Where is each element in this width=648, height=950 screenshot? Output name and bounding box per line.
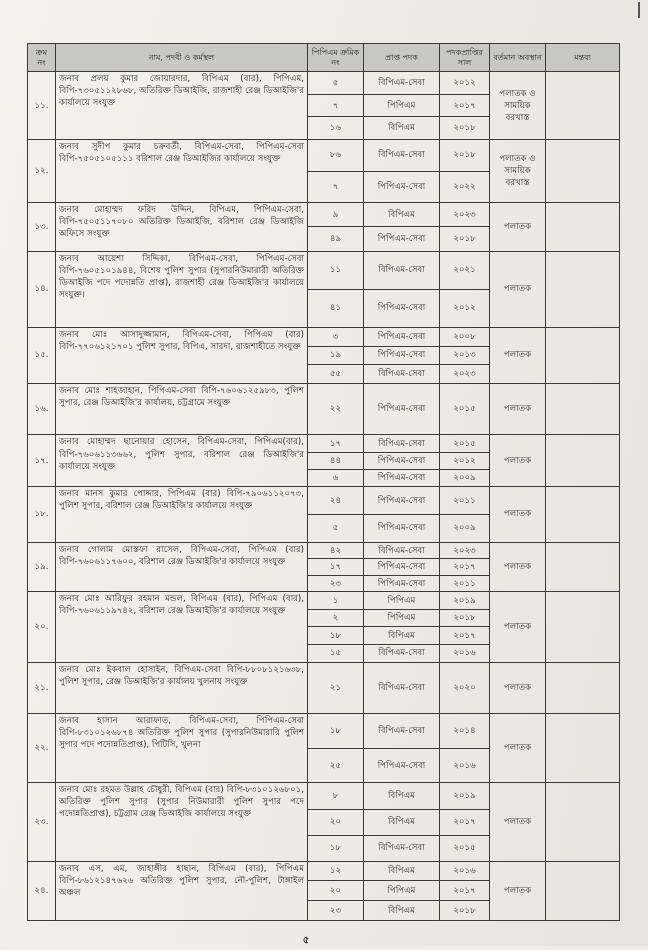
status-cell: পলাতক: [490, 383, 546, 435]
status-cell: পলাতক: [490, 328, 546, 384]
award-year-cell: ২০১৯: [440, 783, 490, 809]
award-index-cell: ১২: [308, 861, 364, 881]
medal-cell: বিপিএম-সেবা: [364, 542, 440, 559]
remarks-cell: [546, 328, 620, 384]
medal-cell: পিপিএম-সেবা: [364, 575, 440, 592]
award-year-cell: ২০২০: [440, 662, 490, 714]
medal-cell: পিপিএম: [364, 592, 440, 610]
status-cell: পলাতক: [490, 542, 546, 592]
serial-cell: ১৩.: [28, 203, 56, 252]
serial-cell: ১৬.: [28, 383, 56, 435]
award-year-cell: ২০১৪: [440, 714, 490, 749]
award-index-cell: ১৭: [308, 559, 364, 576]
medal-cell: পিপিএম-সেবা: [364, 346, 440, 365]
medal-cell: পিপিএম-সেবা: [364, 227, 440, 251]
award-year-cell: ২০২১: [440, 251, 490, 289]
remarks-cell: [546, 435, 620, 487]
medal-cell: বিপিএম-সেবা: [364, 714, 440, 749]
serial-cell: ১১.: [28, 72, 56, 140]
remarks-cell: [546, 140, 620, 203]
award-index-cell: ২২: [308, 383, 364, 435]
serial-cell: ২২.: [28, 714, 56, 783]
award-index-cell: ১৯: [308, 346, 364, 365]
status-cell: পলাতক: [490, 203, 546, 252]
table-row: [28, 203, 620, 227]
award-index-cell: ২১: [308, 662, 364, 714]
page-number: ৫: [302, 935, 310, 946]
award-index-cell: ৭: [308, 94, 364, 117]
medal-cell: পিপিএম-সেবা: [364, 559, 440, 576]
award-index-cell: ১৭: [308, 435, 364, 452]
header-remarks: মন্তব্য: [546, 44, 620, 72]
status-cell: পলাতক ও সাময়িক বরখাস্ত: [490, 72, 546, 140]
award-year-cell: ২০১২: [440, 72, 490, 95]
award-index-cell: ২৪: [308, 487, 364, 515]
remarks-cell: [546, 542, 620, 592]
status-cell: পলাতক: [490, 861, 546, 920]
award-index-cell: ৪২: [308, 542, 364, 559]
officer-description-cell: জনাব মোঃ শাহজাহান, পিপিএম-সেবা বিপি-৭৬০৬১২৫৯৮৩, পুলিশ সুপার, রেঞ্জ ডিআইজি'র কার্যালয়, চট্টগ্রামে সংযুক্ত: [56, 383, 308, 435]
table-row: [28, 714, 620, 749]
medal-cell: বিপিএম-সেবা: [364, 72, 440, 95]
award-index-cell: ৫: [308, 514, 364, 542]
officer-description-cell: জনাব আয়েশা সিদ্দিকা, বিপিএম-সেবা, পিপিএম-সেবা বিপি-৭৬০৫১০১৯৪৪, বিশেষ পুলিশ সুপার (সুপারনিউমারারী অতিরিক্ত ডিআইজি পদে পদোন্নতি প্রাপ্ত), রাজশাহী রেঞ্জ ডিআইজি'র কার্যালয়ে সংযুক্ত।: [56, 251, 308, 327]
officer-description-cell: জনাব মোঃ রহমত উল্লাহ চৌধুরী, বিপিএম (বার) বিপি-৮৩১০১২৬৮০১, অতিরিক্ত পুলিশ সুপার (সুপার নিউমারারী পুলিশ সুপার পদে পদোন্নতিপ্রাপ্ত), চট্টগ্রাম রেঞ্জ ডিআইজি কার্যালয়ে সংযুক্ত: [56, 783, 308, 861]
medal-cell: পিপিএম-সেবা: [364, 748, 440, 783]
table-row: [28, 140, 620, 172]
medal-cell: পিপিএম-সেবা: [364, 452, 440, 469]
award-index-cell: ৪৯: [308, 227, 364, 251]
officer-description-cell: জনাব মোঃ আরিফুর রহমান মন্ডল, বিপিএম (বার), পিপিএম (বার), বিপি-৭৬০৬১১৯৭৪২, বরিশাল রেঞ্জ ডিআইজি'র কার্যালয়ে সংযুক্ত: [56, 592, 308, 662]
award-year-cell: ২০১৩: [440, 346, 490, 365]
remarks-cell: [546, 714, 620, 783]
officer-description-cell: জনাব গোলাম মোস্তফা রাসেল, বিপিএম-সেবা, পিপিএম (বার) বিপি-৭৬০৬১১৭৬০০, বরিশাল রেঞ্জ ডিআইজি'র কার্যালয়ে সংযুক্ত: [56, 542, 308, 592]
officer-description-cell: জনাব মোহাম্মদ ছানোয়ার হোসেন, বিপিএম-সেবা, পিপিএম(বার), বিপি-৭৬০৬১১৩৬৬২, পুলিশ সুপার, বরিশাল রেঞ্জ ডিআইজি'র কার্যালয়ে সংযুক্ত: [56, 435, 308, 487]
status-cell: পলাতক: [490, 435, 546, 487]
award-year-cell: ২০১২: [440, 289, 490, 327]
award-index-cell: ২৫: [308, 748, 364, 783]
award-year-cell: ২০১৬: [440, 748, 490, 783]
medal-cell: বিপিএম: [364, 809, 440, 835]
medal-cell: বিপিএম-সেবা: [364, 435, 440, 452]
medal-cell: পিপিএম: [364, 94, 440, 117]
award-year-cell: ২০১৭: [440, 881, 490, 901]
award-index-cell: ১৮: [308, 714, 364, 749]
award-index-cell: ৮৬: [308, 140, 364, 172]
award-index-cell: ৮: [308, 783, 364, 809]
table-row: [28, 783, 620, 809]
award-index-cell: ২৩: [308, 575, 364, 592]
serial-cell: ২০.: [28, 592, 56, 662]
award-index-cell: ১৬: [308, 117, 364, 140]
serial-cell: ২৪.: [28, 861, 56, 920]
table-body: [28, 72, 620, 921]
award-index-cell: ২০: [308, 809, 364, 835]
award-year-cell: ২০২২: [440, 171, 490, 203]
medal-cell: বিপিএম-সেবা: [364, 645, 440, 663]
header-medal: প্রাপ্ত পদক: [364, 44, 440, 72]
award-index-cell: ৯: [308, 203, 364, 227]
serial-cell: ২১.: [28, 662, 56, 714]
award-index-cell: ৪৪: [308, 452, 364, 469]
status-cell: পলাতক: [490, 487, 546, 543]
serial-cell: ১৮.: [28, 487, 56, 543]
table-row: [28, 435, 620, 452]
header-name: নাম, পদবী ও কর্মস্থল: [56, 44, 308, 72]
remarks-cell: [546, 251, 620, 327]
officer-description-cell: জনাব এস, এম, জাহাঙ্গীর হাছান, বিপিএম (বার), পিপিএম বিপি-৮৬১২১৪৭৬২৬ অতিরিক্ত পুলিশ সুপার, নৌ-পুলিশ, টাঙ্গাইল অঞ্চল: [56, 861, 308, 920]
award-year-cell: ২০১৫: [440, 435, 490, 452]
award-year-cell: ২০২৩: [440, 542, 490, 559]
remarks-cell: [546, 592, 620, 662]
medal-cell: পিপিএম-সেবা: [364, 328, 440, 347]
table-row: [28, 251, 620, 289]
table-row: [28, 328, 620, 347]
medal-cell: বিপিএম: [364, 901, 440, 921]
header-status: বর্তমান অবস্থান: [490, 44, 546, 72]
award-index-cell: ১১: [308, 251, 364, 289]
medal-cell: পিপিএম-সেবা: [364, 487, 440, 515]
medal-cell: বিপিএম-সেবা: [364, 251, 440, 289]
serial-cell: ২৩.: [28, 783, 56, 861]
medal-cell: পিপিএম: [364, 609, 440, 627]
award-index-cell: ৪১: [308, 289, 364, 327]
award-year-cell: ২০১৭: [440, 94, 490, 117]
medal-cell: পিপিএম-সেবা: [364, 383, 440, 435]
award-year-cell: ২০১৯: [440, 592, 490, 610]
officer-description-cell: জনাব মোহাম্মদ ফরিদ উদ্দিন, বিপিএম, পিপিএম-সেবা, বিপি-৭৫০৫১১৭০৮০ অতিরিক্ত ডিআইজি, বরিশাল রেঞ্জ ডিআইজি অফিসে সংযুক্ত: [56, 203, 308, 252]
award-index-cell: ১৮: [308, 835, 364, 861]
award-year-cell: ২০১৮: [440, 227, 490, 251]
officer-description-cell: জনাব প্রলয় কুমার জোয়ারদার, বিপিএম (বার), পিপিএম, বিপি-৭৩০৫১১২৮৬৮, অতিরিক্ত ডিআইজি, রাজশাহী রেঞ্জ ডিআইজি'র কার্যালয়ে সংযুক্ত: [56, 72, 308, 140]
officer-description-cell: জনাব সুদীপ কুমার চক্রবর্তী, বিপিএম-সেবা, পিপিএম-সেবা বিপি-৭৫০৫১০৫১১১ বরিশাল রেঞ্জ ডিআইজির কার্যালয়ে সংযুক্ত: [56, 140, 308, 203]
award-year-cell: ২০১৬: [440, 645, 490, 663]
header-index: পিপিএম ক্রমিক নং: [308, 44, 364, 72]
award-year-cell: ২০১৮: [440, 901, 490, 921]
medal-cell: বিপিএম: [364, 627, 440, 645]
status-cell: পলাতক: [490, 251, 546, 327]
officer-description-cell: জনাব মোঃ ইকবাল হোসাইন, বিপিএম-সেবা বিপি-৮৮০৮১২১৬৩৮, পুলিশ সুপার, রেঞ্জ ডিআইজি'র কার্যালয় খুলনায় সংযুক্ত: [56, 662, 308, 714]
award-index-cell: ২০: [308, 881, 364, 901]
remarks-cell: [546, 383, 620, 435]
award-year-cell: ২০১৮: [440, 117, 490, 140]
serial-cell: ১৯.: [28, 542, 56, 592]
award-year-cell: ২০০৮: [440, 328, 490, 347]
medal-cell: বিপিএম-সেবা: [364, 662, 440, 714]
medal-cell: পিপিএম-সেবা: [364, 171, 440, 203]
medal-cell: বিপিএম: [364, 117, 440, 140]
table-row: [28, 662, 620, 714]
award-year-cell: ২০১১: [440, 575, 490, 592]
medal-cell: বিপিএম: [364, 861, 440, 881]
medal-cell: পিপিএম-সেবা: [364, 289, 440, 327]
remarks-cell: [546, 487, 620, 543]
status-cell: পলাতক ও সাময়িক বরখাস্ত: [490, 140, 546, 203]
table-row: [28, 487, 620, 515]
award-year-cell: ২০১৭: [440, 627, 490, 645]
award-year-cell: ২০১৭: [440, 559, 490, 576]
award-year-cell: ২০২৩: [440, 365, 490, 384]
medal-cell: পিপিএম-সেবা: [364, 469, 440, 486]
table-row: [28, 592, 620, 610]
award-index-cell: ১: [308, 592, 364, 610]
page-edge-mark: [638, 2, 640, 18]
award-index-cell: ২৩: [308, 901, 364, 921]
officer-award-table: [27, 43, 620, 921]
medal-cell: বিপিএম: [364, 783, 440, 809]
status-cell: পলাতক: [490, 714, 546, 783]
status-cell: পলাতক: [490, 592, 546, 662]
serial-cell: ১৪.: [28, 251, 56, 327]
officer-description-cell: জনাব মানস কুমার পোদ্দার, পিপিএম (বার) বিপি-৭৯০৬১১২০৭৩, পুলিশ সুপার, বরিশাল রেঞ্জ ডিআইজি'র কার্যালয়ে সংযুক্ত: [56, 487, 308, 543]
status-cell: পলাতক: [490, 783, 546, 861]
award-index-cell: ১৫: [308, 645, 364, 663]
award-year-cell: ২০১৫: [440, 835, 490, 861]
award-year-cell: ২০১৮: [440, 140, 490, 172]
award-index-cell: ১৮: [308, 627, 364, 645]
medal-cell: বিপিএম-সেবা: [364, 140, 440, 172]
award-year-cell: ২০০৯: [440, 469, 490, 486]
medal-cell: পিপিএম-সেবা: [364, 514, 440, 542]
remarks-cell: [546, 783, 620, 861]
remarks-cell: [546, 203, 620, 252]
award-year-cell: ২০১১: [440, 487, 490, 515]
award-index-cell: ৫: [308, 72, 364, 95]
medal-cell: বিপিএম: [364, 203, 440, 227]
award-index-cell: ৭: [308, 171, 364, 203]
header-row: [28, 44, 620, 72]
medal-cell: পিপিএম: [364, 881, 440, 901]
remarks-cell: [546, 72, 620, 140]
award-year-cell: ২০১৮: [440, 609, 490, 627]
award-index-cell: ২: [308, 609, 364, 627]
award-index-cell: ৬: [308, 469, 364, 486]
award-year-cell: ২০১৬: [440, 861, 490, 881]
award-year-cell: ২০১৭: [440, 809, 490, 835]
medal-cell: বিপিএম-সেবা: [364, 835, 440, 861]
table-row: [28, 72, 620, 95]
header-year: পদকপ্রাপ্তির সাল: [440, 44, 490, 72]
officer-description-cell: জনাব মোঃ আসাদুজ্জামান, বিপিএম-সেবা, পিপিএম (বার) বিপি-৭৭০৬১২১৭০১ পুলিশ সুপার, বিপিএ, সারদা, রাজশাহীতে সংযুক্ত: [56, 328, 308, 384]
table-row: [28, 861, 620, 881]
serial-cell: ১৭.: [28, 435, 56, 487]
award-year-cell: ২০১২: [440, 452, 490, 469]
status-cell: পলাতক: [490, 662, 546, 714]
serial-cell: ১২.: [28, 140, 56, 203]
remarks-cell: [546, 861, 620, 920]
serial-cell: ১৫.: [28, 328, 56, 384]
officer-description-cell: জনাব হাসান আরাফাত, বিপিএম-সেবা, পিপিএম-সেবা বিপি-৮৩১০১২৬৮৭৪ অতিরিক্ত পুলিশ সুপার (সুপারনিউমারারি পুলিশ সুপার পদে পদোন্নতিপ্রাপ্ত), পিটিসি, খুলনা: [56, 714, 308, 783]
award-year-cell: ২০১৫: [440, 383, 490, 435]
award-index-cell: ৫৫: [308, 365, 364, 384]
award-index-cell: ৩: [308, 328, 364, 347]
award-year-cell: ২০০৯: [440, 514, 490, 542]
award-year-cell: ২০২৩: [440, 203, 490, 227]
header-serial: ক্রম নং: [28, 44, 56, 72]
table-row: [28, 383, 620, 435]
table-row: [28, 542, 620, 559]
medal-cell: বিপিএম-সেবা: [364, 365, 440, 384]
remarks-cell: [546, 662, 620, 714]
